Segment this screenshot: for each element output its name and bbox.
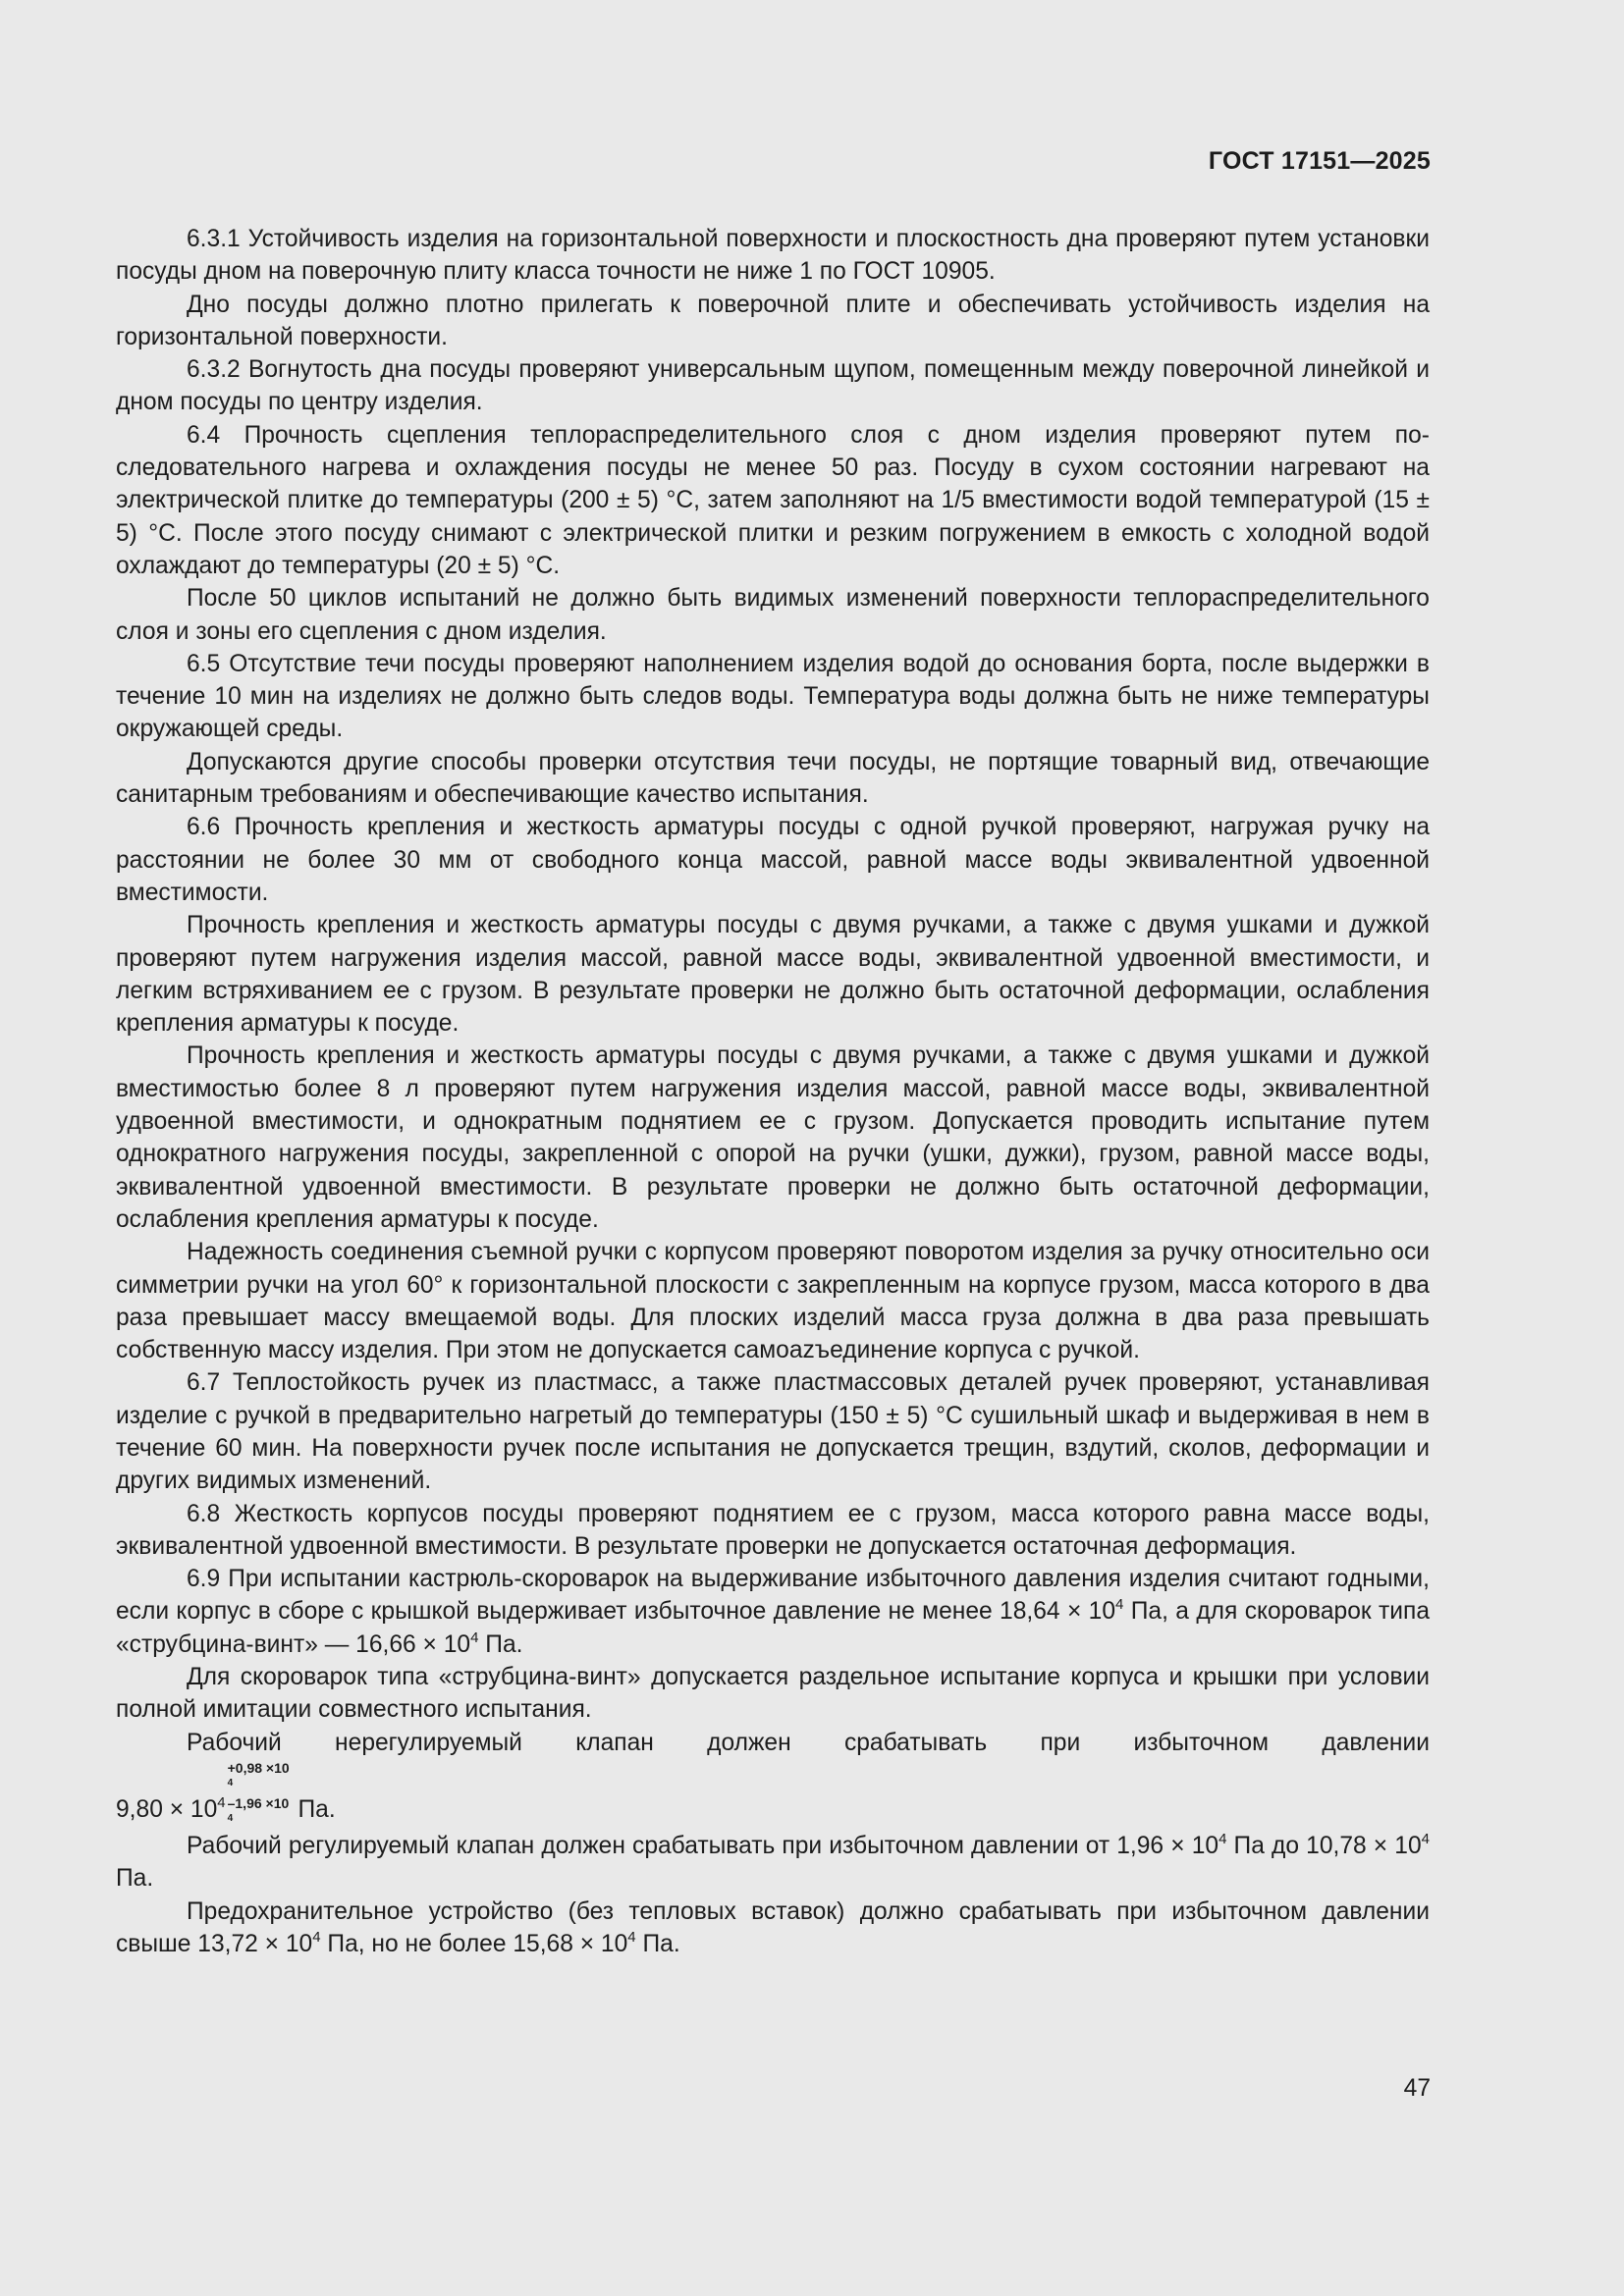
paragraph: Дно посуды должно плотно прилегать к поверочной плите и обеспечивать устойчивость изделия на горизонтальной поверхности. [116,291,1430,350]
document-header: ГОСТ 17151—2025 [1208,147,1431,175]
exponent: 4 [1421,1830,1430,1847]
text-run: Па. [291,1795,336,1823]
paragraph-6-9 [116,1563,1430,1661]
text-run: Предохранительное устройство (без тепловых вставок) должно срабатывать при избыточном давлении свыше 13,72 × 10 [116,1897,1430,1957]
tolerance-plus: +0,98 ×10 $^4$ [227,1759,290,1789]
paragraph-6-3-2: 6.3.2 Вогнутость дна посуды проверяют универсальным щупом, помещенным между поверочной линейкой и дном посуды по центру изделия. [116,356,1430,416]
text-run: Па. [478,1630,523,1658]
exponent: 4 [217,1793,226,1811]
exponent: 4 [627,1928,636,1946]
exponent: 4 [312,1928,321,1946]
text-run: Па до 10,78 × 10 [1226,1832,1422,1859]
exponent: 4 [470,1629,479,1646]
paragraph-valve-line2 [116,1759,1430,1830]
paragraph [116,1830,1430,1896]
tolerance-minus: –1,96 ×10 $^4$ [227,1794,290,1824]
paragraph [116,1896,1430,1961]
page-number: 47 [1403,2075,1431,2102]
paragraph: Для скороварок типа «струбцина-винт» допускается раздельное испытание корпуса и крышки при условии полной имитации совместного испытания. [116,1664,1430,1724]
paragraph: После 50 циклов испытаний не должно быть видимых изменений поверхности теплораспределительного слоя и зоны его сцепления с дном изделия. [116,585,1430,645]
paragraph-6-8: 6.8 Жесткость корпусов посуды проверяют поднятием ее с грузом, масса которого равна массе воды, эквивалентной удвоенной вместимости. В результате проверки не допускается остаточная деформация. [116,1500,1430,1560]
paragraph-6-5: 6.5 Отсутствие течи посуды проверяют наполнением изделия водой до основания борта, после выдержки в течение 10 мин на изделиях не должно быть следов воды. Температура воды должна быть не ниже температуры окружающей среды. [116,650,1430,743]
tolerance [228,1759,290,1830]
paragraph-6-7: 6.7 Теплостойкость ручек из пластмасс, а также пластмассовых деталей ручек проверяют, устанавливая изделие с ручкой в предварительно нагретый до температуры (150 ± 5) °С сушильный шкаф и выдерживая в нем в течение 60 мин. На поверхности ручек после испытания не допускается трещин, вздутий, сколов, деформации и других видимых изменений. [116,1369,1430,1495]
text-run: Па, а для скороварок типа «струбцина-винт» — 16,66 × 10 [116,1598,1430,1658]
paragraph: Допускаются другие способы проверки отсутствия течи посуды, не портящие товарный вид, отвечающие санитарным требованиям и обеспечивающие качество испытания. [116,748,1430,809]
text-run: 9,80 × 10 [116,1795,218,1823]
text-run: Па, но не более 15,68 × 10 [320,1930,628,1957]
text-run: Па. [635,1930,680,1957]
paragraph: Прочность крепления и жесткость арматуры посуды с двумя ручками, а также с двумя ушками и дужкой вместимостью более 8 л проверяют путем нагружения изделия массой, равной массе воды, эквивалентной удвоенной вместимости, и однократным поднятием ее с грузом. Допускается проводить испытание путем однократного нагружения посуды, закрепленной с опорой на ручки (ушки, дужки), грузом, равной массе воды, эквивалентной удвоенной вместимости. В результате проверки не должно быть остаточной деформации, ослабления крепления арматуры к посуде. [116,1042,1430,1233]
paragraph-valve-line1: Рабочий нерегулируемый клапан должен срабатывать при избыточном давлении [187,1729,1430,1756]
paragraph: Прочность крепления и жесткость арматуры посуды с двумя ручками, а также с двумя ушками и дужкой проверяют путем нагружения изделия массой, равной массе воды, эквивалентной удвоенной вместимости, и легким встряхиванием ее с грузом. В результате проверки не должно быть остаточной деформации, ослабления крепления арматуры к посуде. [116,912,1430,1038]
text-run: Рабочий регулируемый клапан должен срабатывать при избыточном давлении от 1,96 × 10 [187,1832,1219,1859]
paragraph-6-3-1: 6.3.1 Устойчивость изделия на горизонтальной поверхности и плоскостность дна проверяют путем установки посуды дном на поверочную плиту класса точности не ниже 1 по ГОСТ 10905. [116,226,1430,286]
document-body [116,223,1430,1960]
paragraph-6-6: 6.6 Прочность крепления и жесткость арматуры посуды с одной ручкой проверяют, нагружая ручку на расстоянии не более 30 мм от свободного конца массой, равной массе воды эквивалентной удвоенной вместимости. [116,814,1430,906]
paragraph: Надежность соединения съемной ручки с корпусом проверяют поворотом изделия за ручку относительно оси симметрии ручки на угол 60° к горизонтальной плоскости с закрепленным на корпусе грузом, масса которого в два раза превышает массу вмещаемой воды. Для плоских изделий масса груза должна в два раза превышать собственную массу изделия. При этом не допускается самоazъединение корпуса с ручкой. [116,1239,1430,1364]
paragraph-6-4: 6.4 Прочность сцепления теплораспределительного слоя с дном изделия проверяют путем последовательного нагрева и охлаждения посуды не менее 50 раз. Посуду в сухом состоянии нагревают на электрической плитке до температуры (200 ± 5) °С, затем заполняют на 1/5 вместимости водой температурой (15 ± 5) °С. После этого посуду снимают с электрической плитки и резким погружением в емкость с холодной водой охлаждают до температуры (20 ± 5) °С. [116,421,1430,579]
text-run: 6.9 При испытании кастрюль-скороварок на выдерживание избыточного давления изделия считают годными, если корпус в сборе с крышкой выдерживает избыточное давление не менее 18,64 × 10 [116,1566,1430,1626]
text-run: Па. [116,1865,154,1893]
exponent: 4 [1218,1830,1227,1847]
exponent: 4 [1115,1596,1124,1614]
